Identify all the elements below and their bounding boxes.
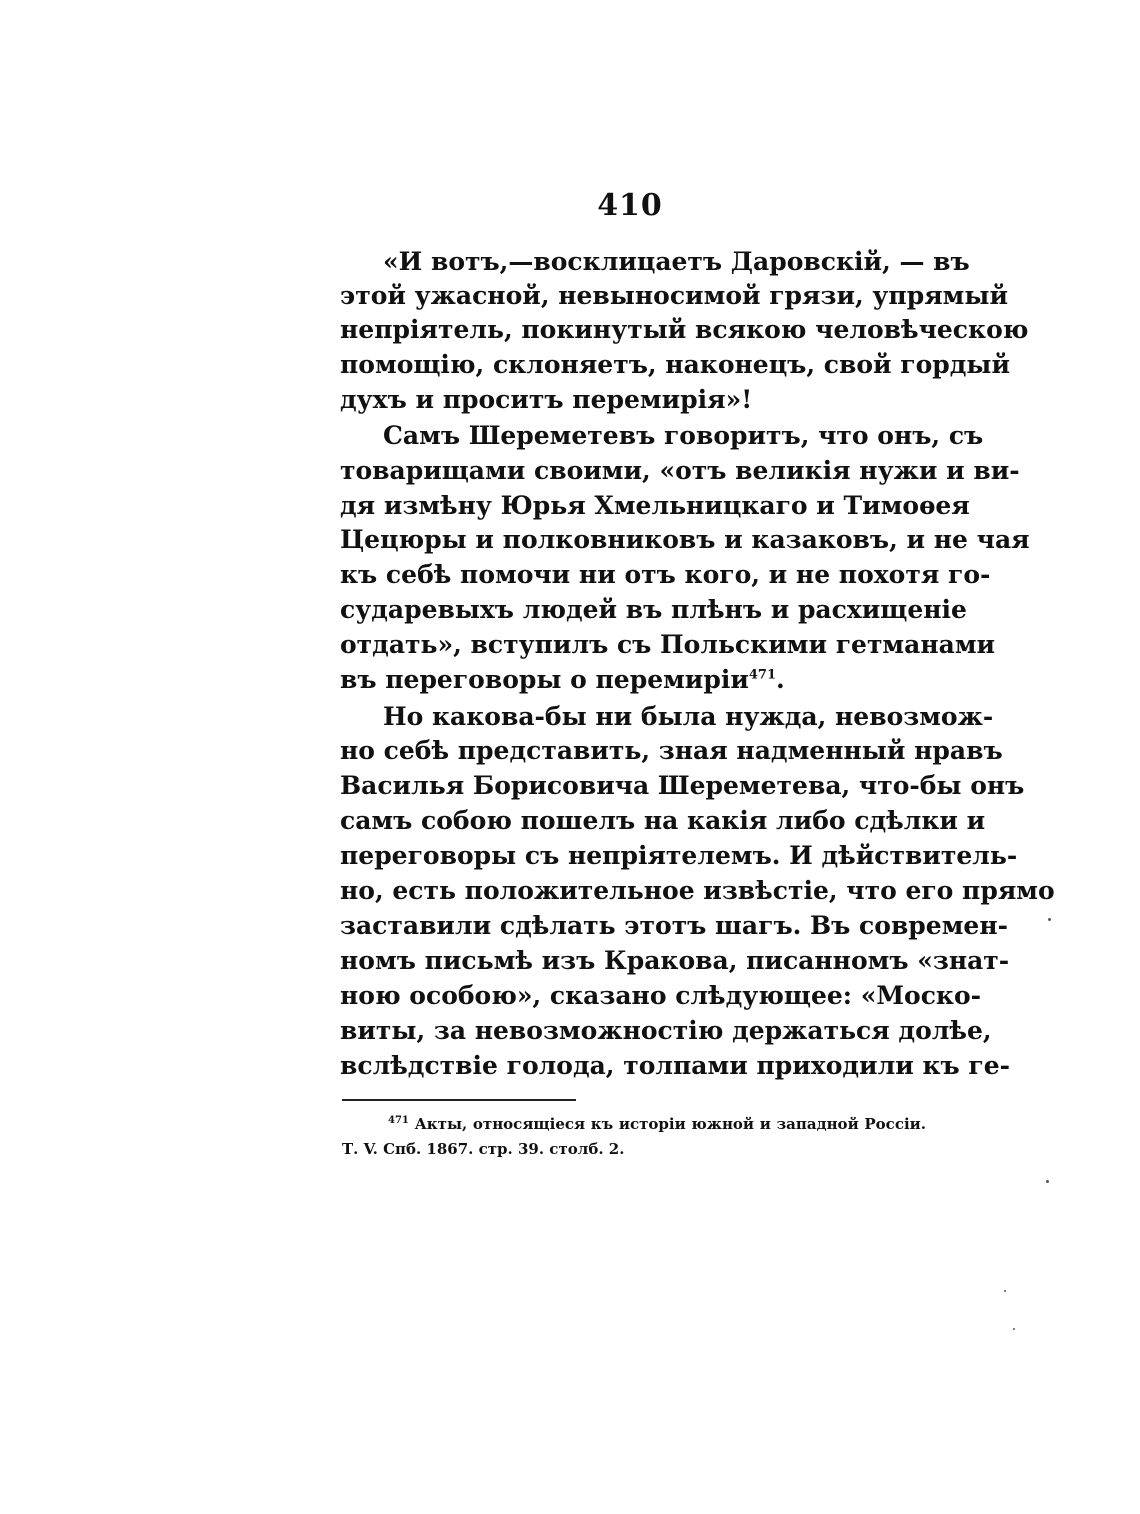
page-number: 410 xyxy=(597,188,663,223)
text-line: товарищами своими, «отъ великія нужи и ви- xyxy=(340,456,1020,485)
text-line: этой ужасной, невыносимой грязи, упрямый xyxy=(340,281,1008,310)
scan-speck xyxy=(1013,1328,1015,1330)
footnote-line: Т. V. Спб. 1867. стр. 39. столб. 2. xyxy=(342,1140,625,1158)
text-line: духъ и проситъ перемирія»! xyxy=(340,385,753,414)
text-line: вслѣдствіе голода, толпами приходили къ ге- xyxy=(340,1051,1010,1080)
scan-speck xyxy=(1048,918,1051,921)
text-line: самъ собою пошелъ на какія либо сдѣлки и xyxy=(340,806,986,835)
footnote-line xyxy=(388,1112,926,1136)
text-line: но себѣ представить, зная надменный нравъ xyxy=(340,736,1003,765)
text-line: номъ письмѣ изъ Кракова, писанномъ «знат- xyxy=(340,946,1010,975)
text-line: отдать», вступилъ съ Польскими гетманами xyxy=(340,630,996,659)
text-line: переговоры съ непріятелемъ. И дѣйствитель- xyxy=(340,841,1018,870)
footnote-divider xyxy=(342,1099,576,1101)
text-line: заставили сдѣлать этотъ шагъ. Въ современ- xyxy=(340,911,1008,940)
text-line xyxy=(340,660,926,700)
text-line: дя измѣну Юрья Хмельницкаго и Тимоѳея xyxy=(340,491,970,520)
text-line: ною особою», сказано слѣдующее: «Моско- xyxy=(340,981,982,1010)
text-line-period: . xyxy=(776,665,785,694)
text-line: Самъ Шереметевъ говоритъ, что онъ, съ xyxy=(383,421,984,450)
text-line-content: въ переговоры о перемиріи xyxy=(340,665,749,694)
text-line: помощію, склоняетъ, наконецъ, свой гордый xyxy=(340,350,1011,379)
text-line: Цецюры и полковниковъ и казаковъ, и не чая xyxy=(340,525,1030,554)
scan-speck xyxy=(1004,1290,1006,1292)
text-line: «И вотъ,—восклицаетъ Даровскій, — въ xyxy=(383,247,970,276)
text-line: сударевыхъ людей въ плѣнъ и расхищеніе xyxy=(340,595,967,624)
text-line: непріятель, покинутый всякою человѣческою xyxy=(340,315,1029,344)
text-line: Василья Борисовича Шереметева, что-бы онъ xyxy=(340,771,1025,800)
text-line: виты, за невозможностію держаться долѣе, xyxy=(340,1016,992,1045)
text-line: къ себѣ помочи ни отъ кого, и не похотя го- xyxy=(340,560,991,589)
footnote-text: Акты, относящіеся къ исторіи южной и западной Россіи. xyxy=(414,1115,926,1133)
footnote-mark: 471 xyxy=(388,1115,409,1126)
text-line: Но какова-бы ни была нужда, невозмож- xyxy=(383,702,994,731)
text-line: но, есть положительное извѣстіе, что его прямо xyxy=(340,876,1055,905)
scan-speck xyxy=(1046,1180,1049,1183)
footnote-reference[interactable]: 471 xyxy=(748,667,777,683)
